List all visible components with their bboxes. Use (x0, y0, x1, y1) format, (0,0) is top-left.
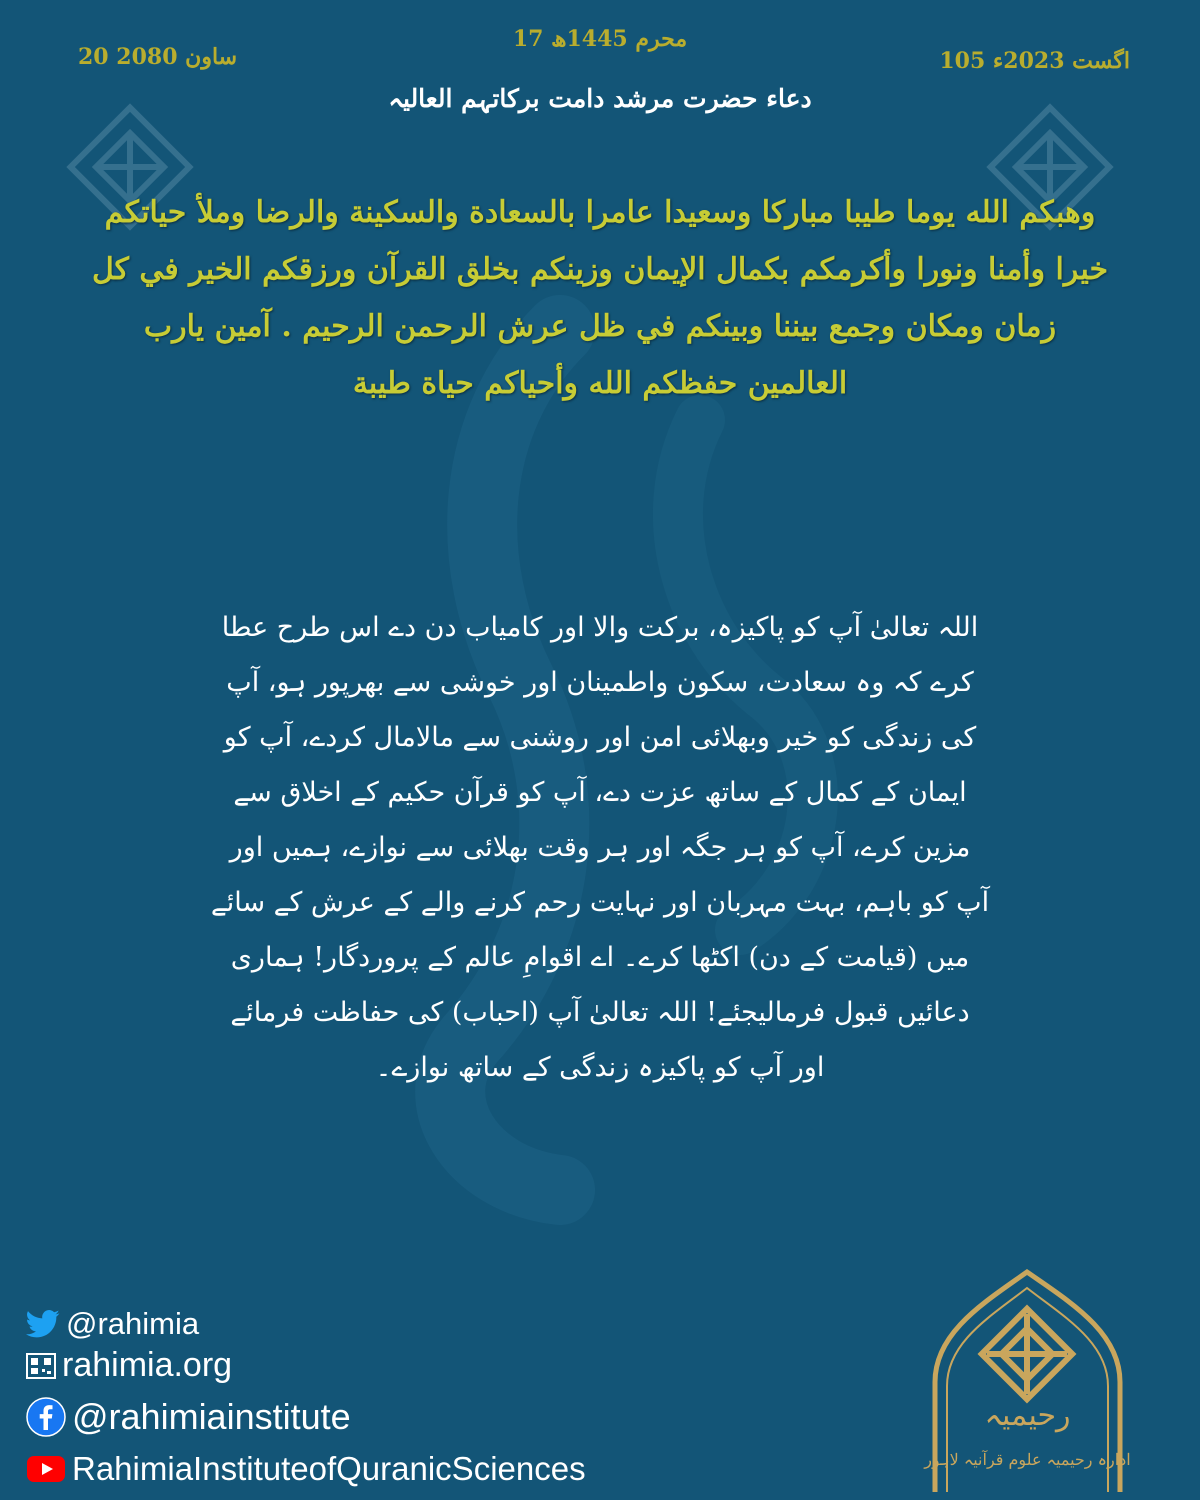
logo-name: رحیمیہ (984, 1398, 1071, 1433)
facebook-label: @rahimiainstitute (72, 1396, 351, 1437)
twitter-handle-label: @rahimia (66, 1306, 200, 1341)
facebook-link[interactable] (26, 1396, 351, 1438)
website-label: rahimia.org (62, 1346, 233, 1384)
twitter-handle[interactable] (26, 1306, 199, 1342)
twitter-bird-icon (26, 1309, 60, 1339)
page-title: دعاء حضرت مرشد دامت برکاتہم العالیہ (388, 84, 812, 113)
hijri-date: 17 محرم 1445ھ (512, 26, 688, 52)
bikrami-date: 20 ساون 2080 (78, 44, 238, 70)
youtube-icon (26, 1455, 66, 1483)
youtube-label: RahimiaInstituteofQuranicSciences (72, 1450, 586, 1487)
gregorian-date: 105 اگست 2023ء (939, 48, 1130, 74)
website-link[interactable] (26, 1346, 232, 1385)
urdu-translation-text: اللہ تعالیٰ آپ کو پاکیزہ، برکت والا اور کامیاب دن دے اس طرح عطا کرے کہ وہ سعادت، سکون واطمینان اور خوشی سے بھرپور ہو، آپ کی زندگی کو خیر وبھلائی امن اور روشنی سے مالامال کردے، آپ کو ایمان کے کمال کے ساتھ عزت دے، آپ کو قرآن حکیم کے اخلاق سے مزین کرے، آپ کو ہر جگہ اور ہر وقت بھلائی سے نوازے، ہمیں اور آپ کو باہم، بہت مہربان اور نہایت رحم کرنے والے کے عرش کے سائے میں (قیامت کے دن) اکٹھا کرے۔ اے اقوامِ عالم کے پروردگار! ہماری دعائیں قبول فرمالیجئے! اللہ تعالیٰ آپ (احباب) کی حفاظت فرمائے اور آپ کو پاکیزہ زندگی کے ساتھ نوازے۔ (210, 612, 990, 1083)
youtube-link[interactable] (26, 1450, 586, 1488)
qr-code-icon (26, 1353, 56, 1379)
logo-subtitle: ادارہ رحیمیہ علوم قرآنیہ لاہور (924, 1450, 1131, 1469)
facebook-icon (26, 1397, 66, 1437)
arabic-dua-text: وهبكم الله يوما طيبا مباركا وسعيدا عامرا بالسعادة والسكينة والرضا وملأ حياتكم خيرا وأمنا ونورا وأكرمكم بكمال الإيمان وزينكم بخلق القرآن ورزقكم الخير في كل زمان ومكان وجمع بيننا وبينكم في ظل عرش الرحمن الرحيم . آمين يارب العالمين حفظكم الله وأحياكم حياة طيبة (91, 195, 1109, 401)
